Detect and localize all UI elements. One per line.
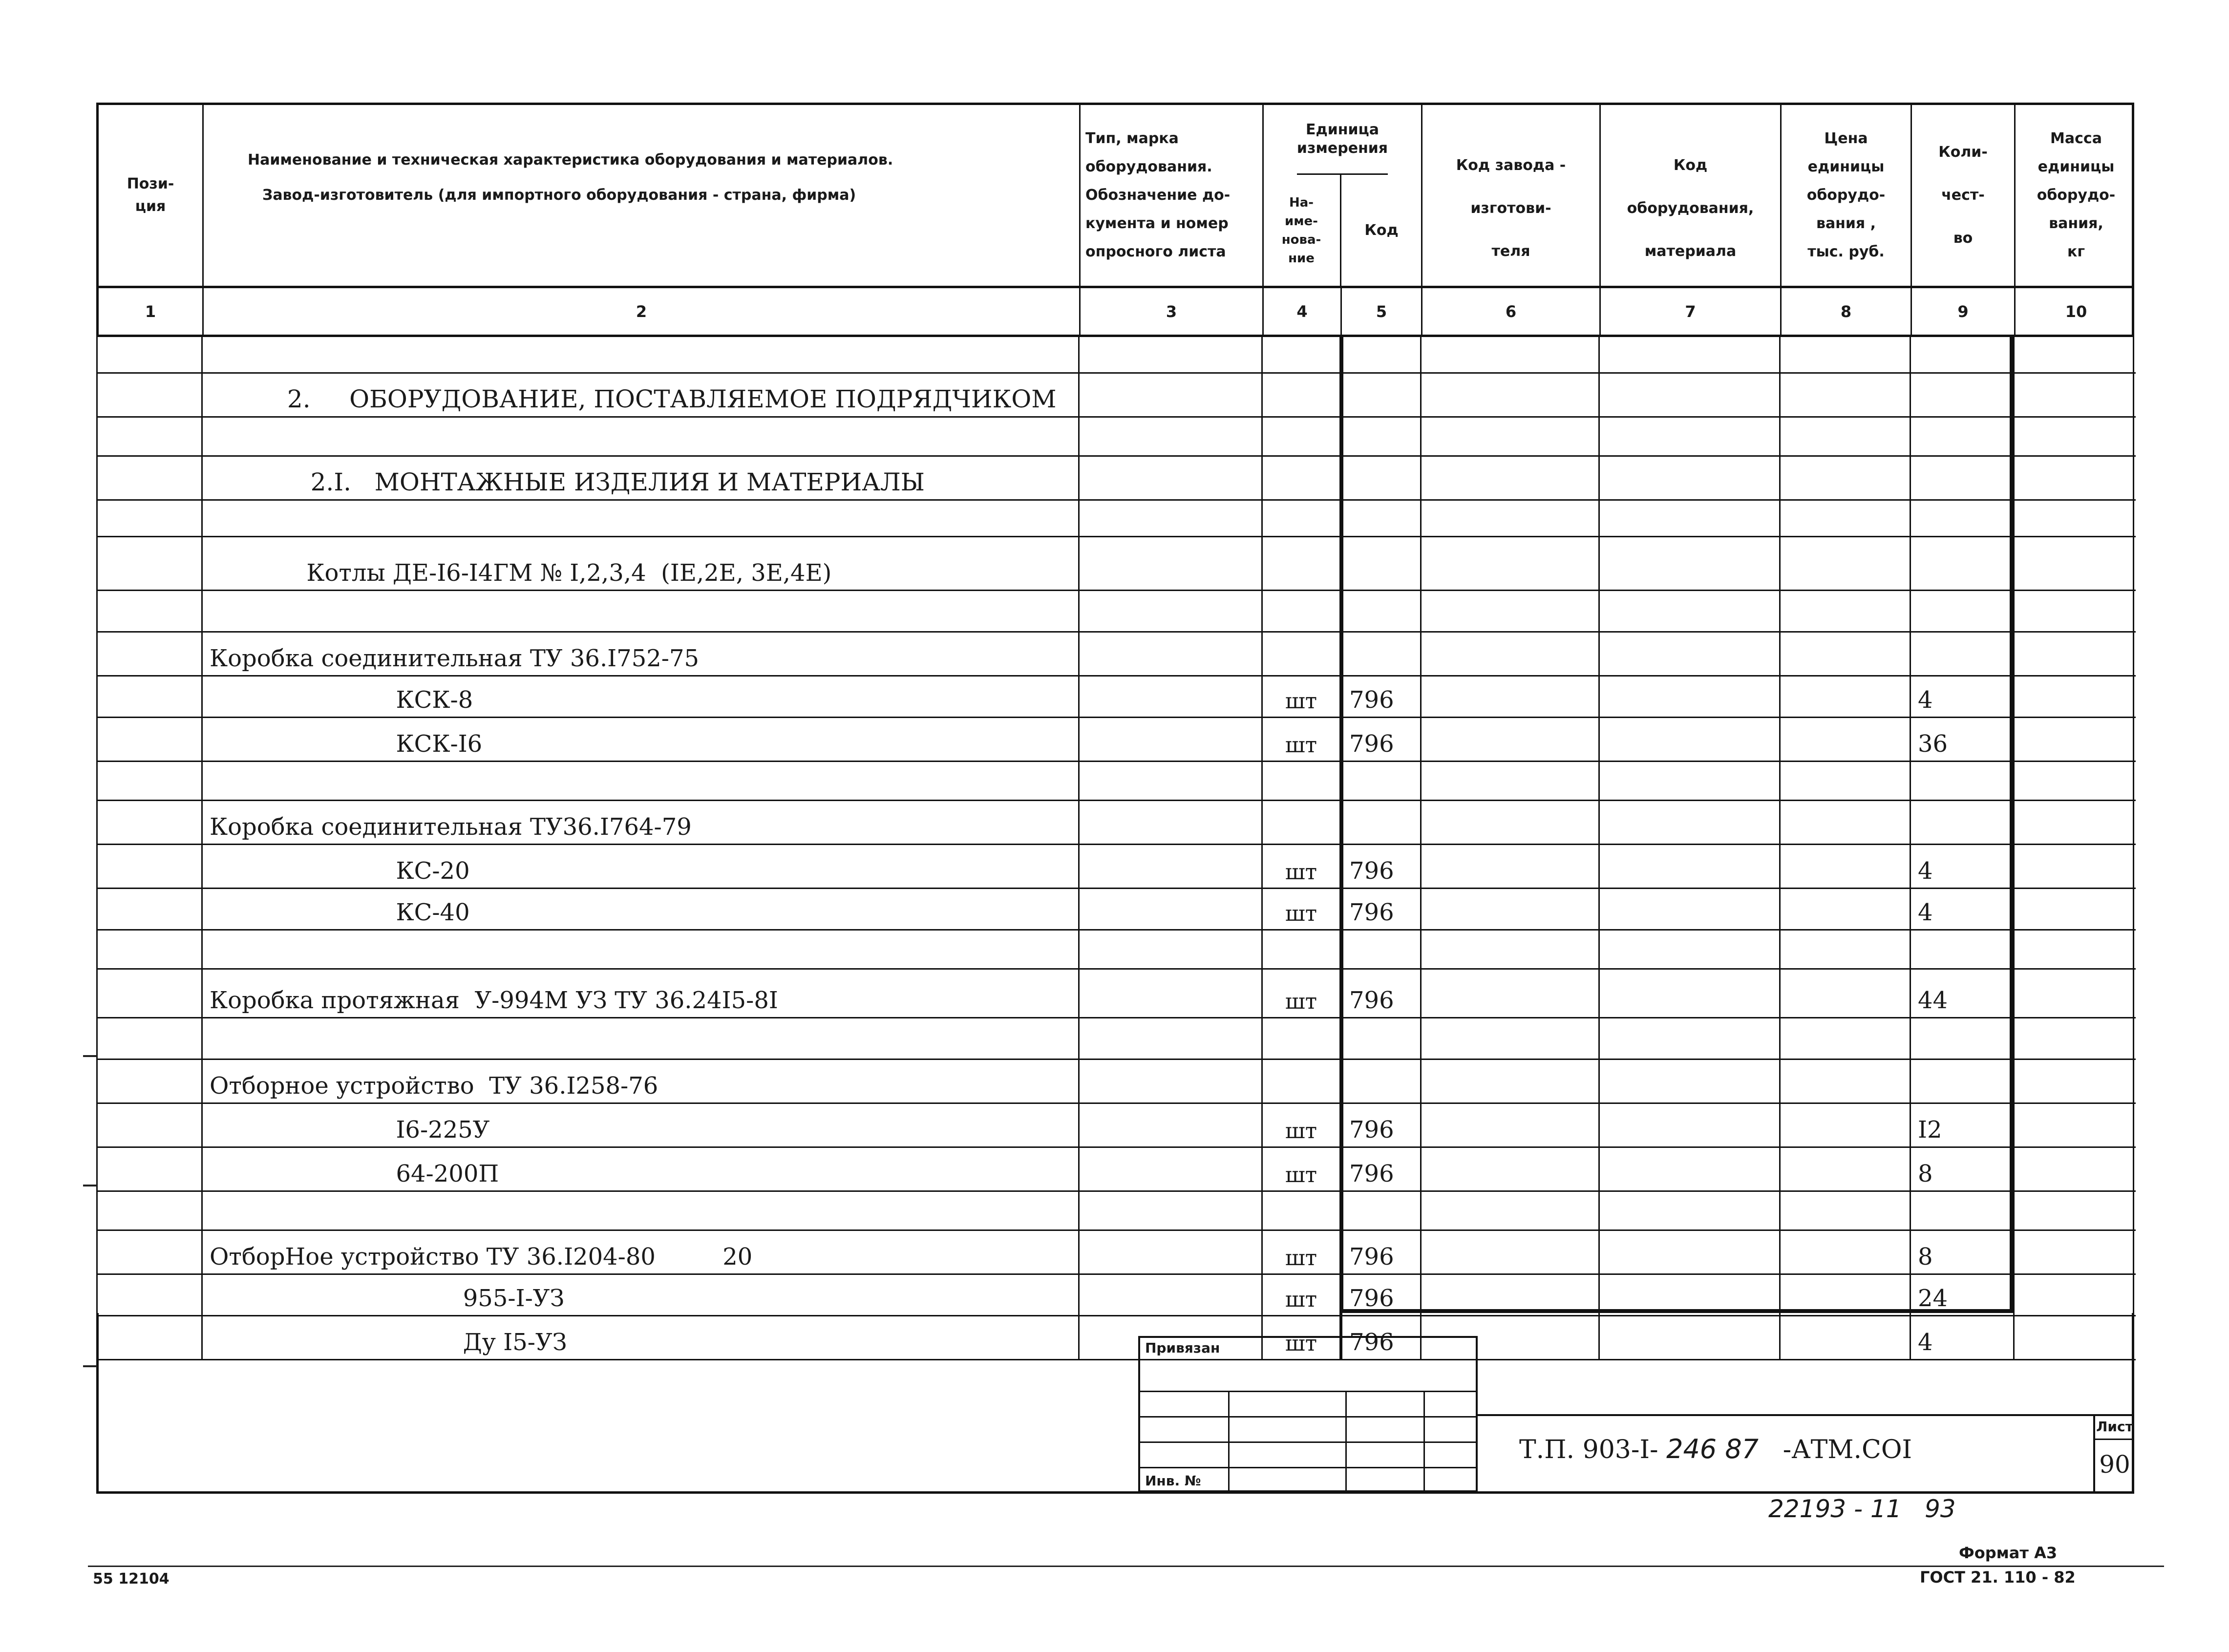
cell-name: КСК-I6 (203, 718, 1080, 762)
cell-position (98, 970, 203, 1018)
cell-equipment-code (1600, 1104, 1781, 1148)
left-code: 55 12104 (93, 1570, 170, 1588)
cell-factory-code (1422, 762, 1600, 801)
header-name-line2: Завод-изготовитель (для импортного оборудования - страна, фирма) (262, 187, 856, 204)
cell-name: Коробка соединительная ТУ36.I764-79 (203, 801, 1080, 845)
cell-price (1781, 1231, 1911, 1275)
cell-factory-code (1422, 970, 1600, 1018)
cell-unit: шт (1263, 970, 1341, 1018)
cell-equipment-code (1600, 374, 1781, 418)
cell-unit (1263, 762, 1341, 801)
cell-mass (2015, 501, 2136, 537)
cell-type (1080, 501, 1263, 537)
cell-mass (2015, 970, 2136, 1018)
cell-unit (1263, 1192, 1341, 1231)
cell-price (1781, 1060, 1911, 1104)
cell-price (1781, 501, 1911, 537)
cell-unit: шт (1263, 1104, 1341, 1148)
cell-quantity (1911, 374, 2015, 418)
cell-quantity: 4 (1911, 677, 2015, 718)
cell-unit: шт (1263, 889, 1341, 931)
cell-name: КСК-8 (203, 677, 1080, 718)
cell-unit: шт (1263, 677, 1341, 718)
cell-type (1080, 845, 1263, 889)
cell-price (1781, 762, 1911, 801)
cell-type (1080, 537, 1263, 591)
column-number: 8 (1782, 288, 1912, 335)
cell-mass (2015, 762, 2136, 801)
cell-quantity (1911, 931, 2015, 970)
cell-type (1080, 889, 1263, 931)
cell-mass (2015, 677, 2136, 718)
cell-price (1781, 970, 1911, 1018)
cell-name: 2.I. МОНТАЖНЫЕ ИЗДЕЛИЯ И МАТЕРИАЛЫ (203, 457, 1080, 501)
cell-equipment-code (1600, 970, 1781, 1018)
cell-unit-code (1341, 457, 1422, 501)
cell-quantity (1911, 1018, 2015, 1060)
cell-unit (1263, 1018, 1341, 1060)
cell-factory-code (1422, 718, 1600, 762)
cell-unit-code: 796 (1341, 970, 1422, 1018)
column-number: 2 (204, 288, 1081, 335)
header-mass: Масса единицы оборудо- вания, кг (2037, 130, 2116, 260)
cell-mass (2015, 718, 2136, 762)
cell-unit (1263, 633, 1341, 677)
cell-quantity (1911, 1060, 2015, 1104)
column-number: 5 (1342, 288, 1422, 335)
cell-quantity (1911, 633, 2015, 677)
cell-unit-code (1341, 931, 1422, 970)
cell-equipment-code (1600, 337, 1781, 374)
column-number: 3 (1081, 288, 1264, 335)
sheet-label: Лист (2095, 1414, 2134, 1440)
cell-factory-code (1422, 1231, 1600, 1275)
header-quantity: Коли- чест- во (1912, 105, 2016, 286)
cell-equipment-code (1600, 1148, 1781, 1192)
cell-type (1080, 591, 1263, 633)
cell-unit-code (1341, 537, 1422, 591)
binding-stamp (1138, 1336, 1478, 1492)
cell-unit (1263, 801, 1341, 845)
cell-quantity (1911, 418, 2015, 457)
cell-position (98, 1275, 203, 1316)
cell-equipment-code (1600, 677, 1781, 718)
cell-equipment-code (1600, 1192, 1781, 1231)
cell-quantity: I2 (1911, 1104, 2015, 1148)
cell-unit (1263, 501, 1341, 537)
column-numbers (96, 286, 2134, 337)
cell-type (1080, 801, 1263, 845)
cell-unit-code: 796 (1341, 1231, 1422, 1275)
cell-type (1080, 970, 1263, 1018)
cell-factory-code (1422, 418, 1600, 457)
cell-factory-code (1422, 1104, 1600, 1148)
cell-factory-code (1422, 457, 1600, 501)
cell-equipment-code (1600, 418, 1781, 457)
cell-type (1080, 1231, 1263, 1275)
cell-name (203, 591, 1080, 633)
cell-name: КС-40 (203, 889, 1080, 931)
cell-factory-code (1422, 501, 1600, 537)
cell-quantity: 36 (1911, 718, 2015, 762)
cell-quantity (1911, 337, 2015, 374)
cell-unit-code (1341, 337, 1422, 374)
cell-unit-code: 796 (1341, 1104, 1422, 1148)
cell-type (1080, 1192, 1263, 1231)
cell-position (98, 591, 203, 633)
cell-quantity: 4 (1911, 845, 2015, 889)
cell-quantity: 8 (1911, 1148, 2015, 1192)
cell-price (1781, 931, 1911, 970)
cell-equipment-code (1600, 591, 1781, 633)
cell-unit-code: 796 (1341, 718, 1422, 762)
cell-mass (2015, 457, 2136, 501)
doc-hand-number: 246 87 (1666, 1434, 1759, 1464)
cell-type (1080, 1148, 1263, 1192)
header-unit (1264, 105, 1422, 286)
header-unit-code: Код (1364, 221, 1399, 239)
cell-type (1080, 633, 1263, 677)
cell-mass (2015, 374, 2136, 418)
cell-type (1080, 718, 1263, 762)
cell-unit: шт (1263, 1316, 1341, 1360)
cell-unit: шт (1263, 1148, 1341, 1192)
cell-position (98, 374, 203, 418)
cell-position (98, 501, 203, 537)
cell-factory-code (1422, 1018, 1600, 1060)
cell-quantity (1911, 457, 2015, 501)
cell-name: 2. ОБОРУДОВАНИЕ, ПОСТАВЛЯЕМОЕ ПОДРЯДЧИКОМ (203, 374, 1080, 418)
margin-tick (83, 1365, 97, 1367)
cell-mass (2015, 889, 2136, 931)
cell-unit: шт (1263, 718, 1341, 762)
cell-unit (1263, 337, 1341, 374)
cell-factory-code (1422, 374, 1600, 418)
cell-quantity (1911, 591, 2015, 633)
handwritten-page: 93 (1925, 1495, 1956, 1523)
cell-position (98, 337, 203, 374)
cell-unit-code (1341, 762, 1422, 801)
cell-name: I6-225У (203, 1104, 1080, 1148)
cell-name (203, 418, 1080, 457)
cell-equipment-code (1600, 501, 1781, 537)
cell-position (98, 762, 203, 801)
cell-price (1781, 801, 1911, 845)
cell-equipment-code (1600, 537, 1781, 591)
cell-factory-code (1422, 889, 1600, 931)
cell-position (98, 677, 203, 718)
cell-equipment-code (1600, 1018, 1781, 1060)
cell-unit-code (1341, 1018, 1422, 1060)
document-code (1519, 1434, 1912, 1464)
cell-quantity (1911, 537, 2015, 591)
cell-factory-code (1422, 1060, 1600, 1104)
cell-quantity (1911, 1192, 2015, 1231)
cell-unit: шт (1263, 1231, 1341, 1275)
cell-position (98, 418, 203, 457)
cell-equipment-code (1600, 457, 1781, 501)
cell-type (1080, 1060, 1263, 1104)
cell-name (203, 762, 1080, 801)
cell-unit-code (1341, 1060, 1422, 1104)
cell-name: КС-20 (203, 845, 1080, 889)
cell-unit-code (1341, 591, 1422, 633)
sheet-number-box (2093, 1414, 2134, 1494)
cell-mass (2015, 633, 2136, 677)
cell-type (1080, 1104, 1263, 1148)
cell-position (98, 889, 203, 931)
cell-unit-code: 796 (1341, 845, 1422, 889)
cell-price (1781, 1018, 1911, 1060)
cell-position (98, 1148, 203, 1192)
cell-position (98, 633, 203, 677)
cell-name: Коробка соединительная ТУ 36.I752-75 (203, 633, 1080, 677)
cell-unit-code: 796 (1341, 889, 1422, 931)
cell-mass (2015, 1231, 2136, 1275)
cell-equipment-code (1600, 801, 1781, 845)
cell-equipment-code (1600, 845, 1781, 889)
cell-mass (2015, 537, 2136, 591)
cell-position (98, 1018, 203, 1060)
doc-suffix: -АТМ.СОI (1759, 1435, 1912, 1464)
stamp-bound-label: Привязан (1145, 1340, 1220, 1356)
header-equipment-code: Код оборудования, материала (1601, 105, 1782, 286)
cell-position (98, 931, 203, 970)
header-name (204, 105, 1081, 286)
cell-mass (2015, 1060, 2136, 1104)
cell-name: Ду I5-УЗ (203, 1316, 1080, 1360)
cell-unit-code (1341, 418, 1422, 457)
cell-type (1080, 457, 1263, 501)
cell-type (1080, 1018, 1263, 1060)
cell-unit (1263, 931, 1341, 970)
cell-factory-code (1422, 633, 1600, 677)
cell-unit: шт (1263, 1275, 1341, 1316)
cell-unit (1263, 591, 1341, 633)
cell-mass (2015, 591, 2136, 633)
cell-type (1080, 677, 1263, 718)
cell-price (1781, 418, 1911, 457)
cell-equipment-code (1600, 1275, 1781, 1316)
cell-mass (2015, 801, 2136, 845)
cell-unit (1263, 457, 1341, 501)
cell-quantity: 8 (1911, 1231, 2015, 1275)
cell-price (1781, 845, 1911, 889)
cell-name (203, 501, 1080, 537)
header-unit-name: На- име- нова- ние (1263, 175, 1341, 286)
cell-equipment-code (1600, 718, 1781, 762)
column-number: 6 (1422, 288, 1601, 335)
table-header (96, 103, 2134, 286)
column-number: 7 (1601, 288, 1782, 335)
cell-mass (2015, 337, 2136, 374)
cell-mass (2015, 931, 2136, 970)
cell-mass (2015, 1104, 2136, 1148)
cell-type (1080, 762, 1263, 801)
cell-mass (2015, 1192, 2136, 1231)
cell-position (98, 801, 203, 845)
cell-unit-code (1341, 801, 1422, 845)
cell-type (1080, 374, 1263, 418)
column-number: 1 (99, 288, 204, 335)
cell-position (98, 718, 203, 762)
cell-factory-code (1422, 677, 1600, 718)
cell-position (98, 1060, 203, 1104)
cell-price (1781, 677, 1911, 718)
format-label: Формат А3 (1959, 1544, 2058, 1562)
cell-type (1080, 337, 1263, 374)
cell-position (98, 1231, 203, 1275)
cell-name (203, 1018, 1080, 1060)
header-unit-title: Единица измерения (1297, 105, 1388, 175)
cell-mass (2015, 418, 2136, 457)
header-type: Тип, марка оборудования. Обозначение до- кумента и номер опросного листа (1081, 105, 1264, 286)
footer-line (88, 1566, 2164, 1567)
cell-factory-code (1422, 931, 1600, 970)
cell-type (1080, 1275, 1263, 1316)
cell-quantity: 4 (1911, 1316, 2015, 1360)
cell-price (1781, 1192, 1911, 1231)
cell-price (1781, 1148, 1911, 1192)
cell-equipment-code (1600, 633, 1781, 677)
cell-equipment-code (1600, 931, 1781, 970)
cell-factory-code (1422, 1148, 1600, 1192)
doc-prefix: Т.П. 903-I- (1519, 1435, 1667, 1464)
cell-quantity (1911, 762, 2015, 801)
header-factory-code: Код завода - изготови- теля (1422, 105, 1601, 286)
table-body (96, 337, 2134, 1360)
cell-mass (2015, 845, 2136, 889)
cell-position (98, 537, 203, 591)
cell-unit-code: 796 (1341, 1275, 1422, 1316)
cell-quantity: 44 (1911, 970, 2015, 1018)
cell-unit: шт (1263, 845, 1341, 889)
cell-unit-code (1341, 501, 1422, 537)
cell-price (1781, 591, 1911, 633)
cell-price (1781, 337, 1911, 374)
cell-factory-code (1422, 591, 1600, 633)
stamp-inv-label: Инв. № (1145, 1473, 1201, 1489)
cell-price (1781, 1104, 1911, 1148)
cell-equipment-code (1600, 762, 1781, 801)
column-number: 4 (1264, 288, 1342, 335)
cell-position (98, 1104, 203, 1148)
cell-factory-code (1422, 801, 1600, 845)
cell-unit (1263, 537, 1341, 591)
cell-type (1080, 931, 1263, 970)
cell-factory-code (1422, 337, 1600, 374)
cell-name (203, 931, 1080, 970)
column-number: 10 (2065, 302, 2087, 321)
margin-tick (83, 1185, 97, 1186)
cell-name (203, 1192, 1080, 1231)
header-name-line1: Наименование и техническая характеристика оборудования и материалов. (248, 151, 893, 169)
cell-unit-code (1341, 1192, 1422, 1231)
header-position: Пози- ция (99, 105, 204, 286)
sheet-number: 90 (2099, 1450, 2130, 1479)
gost-label: ГОСТ 21. 110 - 82 (1920, 1568, 2076, 1587)
header-price: Цена единицы оборудо- вания , тыс. руб. (1782, 105, 1912, 286)
cell-mass (2015, 1018, 2136, 1060)
cell-unit-code: 796 (1341, 1316, 1422, 1360)
cell-price (1781, 457, 1911, 501)
cell-name: 64-200П (203, 1148, 1080, 1192)
cell-name: Отборное устройство ТУ 36.I258-76 (203, 1060, 1080, 1104)
cell-price (1781, 537, 1911, 591)
cell-name: 955-I-УЗ (203, 1275, 1080, 1316)
cell-factory-code (1422, 1192, 1600, 1231)
cell-quantity: 24 (1911, 1275, 2015, 1316)
cell-equipment-code (1600, 1060, 1781, 1104)
cell-mass (2015, 1275, 2136, 1316)
cell-unit-code: 796 (1341, 1148, 1422, 1192)
cell-mass (2015, 1148, 2136, 1192)
cell-name: Коробка протяжная У-994М УЗ ТУ 36.24I5-8I (203, 970, 1080, 1018)
cell-unit (1263, 1060, 1341, 1104)
cell-equipment-code (1600, 1231, 1781, 1275)
cell-equipment-code (1600, 889, 1781, 931)
cell-name: Котлы ДЕ-I6-I4ГМ № I,2,3,4 (IE,2E, 3E,4E) (203, 537, 1080, 591)
column-number: 9 (1912, 288, 2016, 335)
cell-price (1781, 889, 1911, 931)
cell-position (98, 845, 203, 889)
cell-name: ОтборНое устройство ТУ 36.I204-80 20 (203, 1231, 1080, 1275)
cell-unit-code (1341, 374, 1422, 418)
cell-unit (1263, 418, 1341, 457)
cell-name (203, 337, 1080, 374)
cell-unit-code (1341, 633, 1422, 677)
handwritten-number: 22193 - 11 (1768, 1495, 1902, 1523)
margin-tick (83, 1055, 97, 1057)
cell-position (98, 1192, 203, 1231)
cell-price (1781, 374, 1911, 418)
cell-price (1781, 633, 1911, 677)
cell-quantity (1911, 501, 2015, 537)
cell-price (1781, 718, 1911, 762)
cell-factory-code (1422, 845, 1600, 889)
cell-quantity (1911, 801, 2015, 845)
cell-position (98, 457, 203, 501)
cell-factory-code (1422, 1275, 1600, 1316)
cell-unit-code: 796 (1341, 677, 1422, 718)
cell-unit (1263, 374, 1341, 418)
cell-price (1781, 1275, 1911, 1316)
cell-type (1080, 418, 1263, 457)
cell-factory-code (1422, 537, 1600, 591)
cell-quantity: 4 (1911, 889, 2015, 931)
